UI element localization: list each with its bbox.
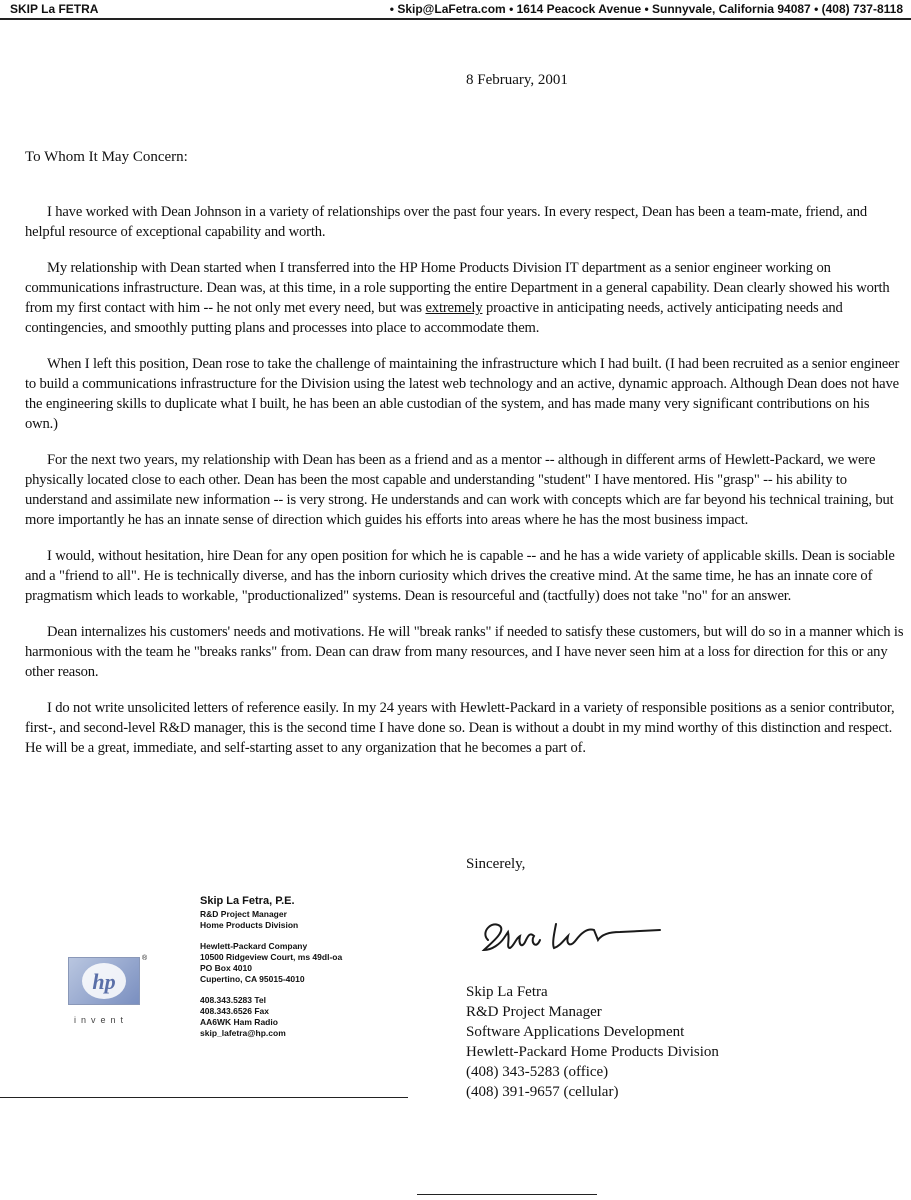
letter-body	[25, 202, 905, 774]
sig-title: R&D Project Manager	[466, 1004, 602, 1020]
paragraph-2-tail: proactive in anticipating needs, actively anticipating needs and contingencies, and smoothly putting plans and processes into place to accommodate them.	[25, 300, 843, 336]
letterhead-contact: • Skip@LaFetra.com • 1614 Peacock Avenue • Sunnyvale, California 94087 • (408) 737-8118	[389, 2, 903, 16]
hp-logo-mark	[69, 958, 139, 1004]
paragraph-2-emphasis: extremely	[425, 300, 483, 316]
paragraph-4: For the next two years, my relationship with Dean has been as a friend and as a mentor -- although in different arms of Hewlett-Packard, we were physically located close to each other. Dean has been the most capable and understanding "student" I have mentored. His "grasp" -- his ability to understand and assimilate new information -- is very strong. He understands and can work with concepts which are far beyond his technical training, but more importantly he has an innate sense of direction which guides his efforts into areas where he has the most business impact.	[25, 452, 894, 528]
card-spacer	[200, 985, 342, 995]
card-company: Hewlett-Packard Company	[200, 941, 308, 951]
card-spacer	[200, 931, 342, 941]
sig-cell-phone: (408) 391-9657 (cellular)	[466, 1084, 619, 1100]
paragraph-2-text: My relationship with Dean started when I transferred into the HP Home Products Division IT department as a senior engineer working on communications infrastructure. Dean was, at this time, in a role supporting the entire Department in a general capability. Dean clearly showed his worth from my first contact with him -- he not only met every need, but was	[25, 260, 890, 316]
paragraph-5: I would, without hesitation, hire Dean for any open position for which he is capable -- and he has a wide variety of applicable skills. Dean is sociable and a "friend to all". He is technically diverse, and has the inborn curiosity which drives the creative mind. At the same time, he has an innate core of pragmatism which leads to workable, "productionalized" systems. Dean is resourceful and (tactfully) does not take "no" for an answer.	[25, 548, 895, 604]
card-street: 10500 Ridgeview Court, ms 49dl-oa	[200, 952, 343, 962]
business-card	[60, 895, 420, 1075]
paragraph-6: Dean internalizes his customers' needs and motivations. He will "break ranks" if needed to satisfy these customers, but will do so in a manner which is harmonious with the team he "breaks ranks" from. Dean can draw from many resources, and I have never seen him at a loss for direction for this or any other reason.	[25, 624, 904, 680]
card-tel: 408.343.5283 Tel	[200, 995, 267, 1005]
letterhead-name: SKIP La FETRA	[10, 2, 99, 16]
sig-office-phone: (408) 343-5283 (office)	[466, 1064, 609, 1080]
card-name: Skip La Fetra, P.E.	[200, 895, 295, 907]
signature-block	[466, 982, 719, 1102]
handwritten-signature	[470, 910, 670, 960]
card-city: Cupertino, CA 95015-4010	[200, 974, 305, 984]
divider-bottom	[417, 1194, 597, 1195]
letter-date: 8 February, 2001	[466, 72, 568, 88]
hp-logo	[68, 955, 148, 1025]
paragraph-7: I do not write unsolicited letters of reference easily. In my 24 years with Hewlett-Packard in a variety of responsible positions as a senior contributor, first-, and second-level R&D manager, this is the second time I have done so. Dean is without a doubt in my mind worthy of this distinction and respect. He will be a great, immediate, and self-starting asset to any organization that he becomes a part of.	[25, 700, 895, 756]
signature-icon	[470, 910, 670, 960]
letterhead	[0, 0, 911, 22]
sig-division: Hewlett-Packard Home Products Division	[466, 1044, 719, 1060]
divider-left	[0, 1097, 408, 1098]
sig-name: Skip La Fetra	[466, 984, 548, 1000]
hp-tagline: invent	[74, 1015, 129, 1025]
card-details	[200, 895, 342, 1039]
card-email: skip_lafetra@hp.com	[200, 1028, 286, 1038]
paragraph-1: I have worked with Dean Johnson in a variety of relationships over the past four years. In every respect, Dean has been a team-mate, friend, and helpful resource of exceptional capability and worth.	[25, 204, 868, 240]
paragraph-3: When I left this position, Dean rose to take the challenge of maintaining the infrastructure which I had built. (I had been recruited as a senior engineer to build a communications infrastructure for the Division using the latest web technology and an active, dynamic approach. Although Dean does not have the engineering skills to duplicate what I built, he has been an able custodian of the system, and has made many very significant contributions on his own.)	[25, 356, 900, 432]
closing: Sincerely,	[466, 856, 526, 872]
salutation: To Whom It May Concern:	[25, 149, 188, 165]
card-pobox: PO Box 4010	[200, 963, 252, 973]
hp-registered-mark: ®	[142, 955, 148, 962]
card-title: R&D Project Manager	[200, 909, 287, 919]
letterhead-rule	[0, 18, 911, 20]
sig-dept: Software Applications Development	[466, 1024, 685, 1040]
card-radio: AA6WK Ham Radio	[200, 1017, 278, 1027]
card-fax: 408.343.6526 Fax	[200, 1006, 270, 1016]
paragraph-2	[25, 258, 905, 338]
hp-logo-text: hp	[92, 969, 116, 994]
card-division: Home Products Division	[200, 920, 299, 930]
hp-logo-box	[68, 957, 140, 1005]
